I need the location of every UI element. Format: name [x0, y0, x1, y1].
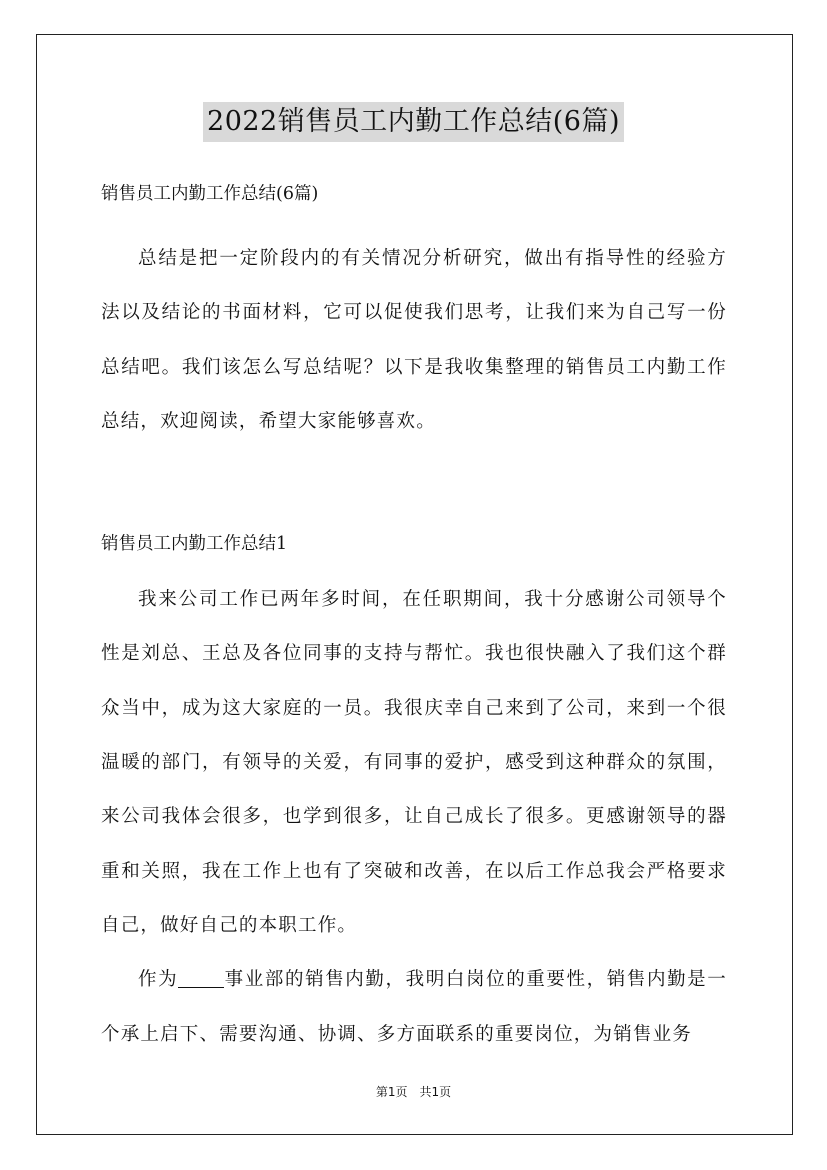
page-number-current: 第1页	[375, 1085, 408, 1099]
page-footer	[0, 1083, 827, 1100]
section-paragraph	[101, 953, 727, 1062]
spacer	[101, 213, 727, 232]
section-paragraph: 我来公司工作已两年多时间，在任职期间，我十分感谢公司领导个性是刘总、王总及各位同事的支持与帮忙。我也很快融入了我们这个群众当中，成为这大家庭的一员。我很庆幸自己来到了公司，来到一个很温暖的部门，有领导的关爱，有同事的爱护，感受到这种群众的氛围，来公司我体会很多，也学到很多，让自己成长了很多。更感谢领导的器重和关照，我在工作上也有了突破和改善，在以后工作总我会严格要求自己，做好自己的本职工作。	[101, 589, 727, 936]
intro-paragraph: 总结是把一定阶段内的有关情况分析研究，做出有指导性的经验方法以及结论的书面材料，它可以促使我们思考，让我们来为自己写一份总结吧。我们该怎么写总结呢？以下是我收集整理的销售员工内勤工作总结，欢迎阅读，希望大家能够喜欢。	[101, 248, 727, 432]
section-heading: 销售员工内勤工作总结1	[101, 534, 288, 555]
fill-in-blank	[178, 969, 224, 989]
document-title: 2022销售员工内勤工作总结(6篇)	[203, 102, 624, 142]
spacer	[101, 449, 727, 526]
paragraph-text-start: 作为	[138, 969, 179, 991]
spacer	[101, 563, 727, 573]
document-subtitle: 销售员工内勤工作总结(6篇)	[101, 184, 319, 204]
paragraph-text-rest: 事业部的销售内勤，我明白岗位的重要性，销售内勤是一个承上启下、需要沟通、协调、多方面联系的重要岗位，为销售业务	[101, 969, 727, 1045]
page-number-total: 共1页	[419, 1085, 452, 1099]
title-container	[0, 102, 827, 142]
document-body	[101, 176, 727, 1062]
